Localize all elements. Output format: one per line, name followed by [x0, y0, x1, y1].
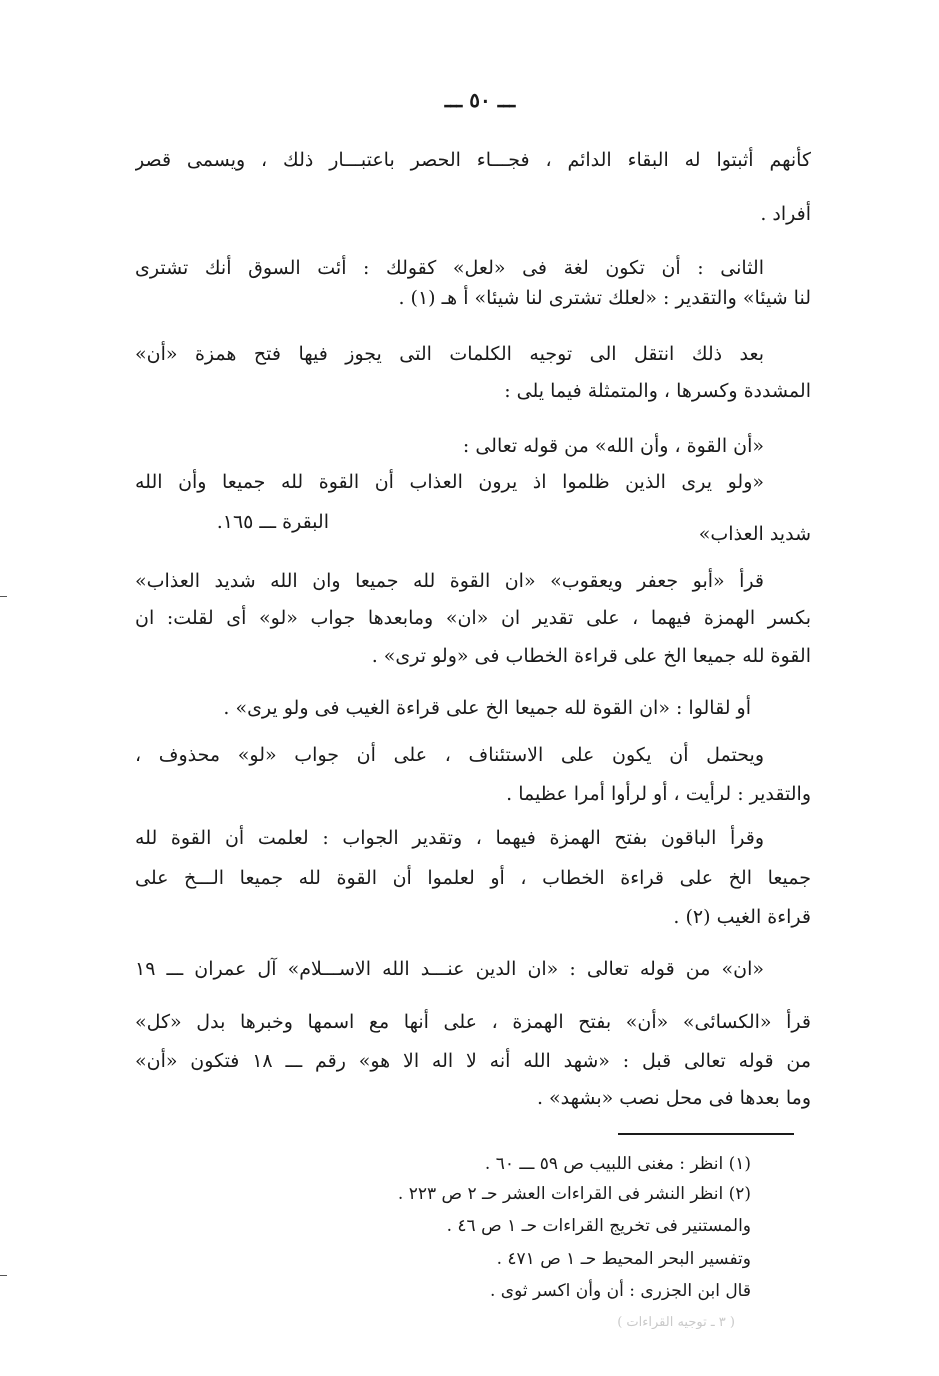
text-line: القوة لله جميعا الخ على قراءة الخطاب فى «ولو ترى» . — [371, 645, 811, 667]
text-line: بكسر الهمزة فيهما ، على تقدير ان «ان» ومابعدها جواب «لو» أى لقلت: ان — [135, 607, 811, 629]
footnote: وتفسير البحر المحيط حـ ١ ص ٤٧١ . — [496, 1249, 751, 1269]
text-line: قرأ «أبو جعفر ويعقوب» «ان القوة لله جميعا وان الله شديد العذاب» — [135, 570, 764, 592]
text-line: لنا شيئا» والتقدير : «لعلك تشترى لنا شيئا» أ هـ (١) . — [398, 287, 811, 309]
text-line: المشددة وكسرها ، والمتمثلة فيما يلى : — [504, 380, 811, 402]
footnote: (١) انظر : مغنى اللبيب ص ٥٩ ـــ ٦٠ . — [484, 1154, 751, 1174]
verse-reference: البقرة ـــ ١٦٥. — [216, 511, 329, 533]
text-line: الثانى : أن تكون لغة فى «لعل» كقولك : أئت السوق أنك تشترى — [135, 257, 764, 279]
page-number: ـــ ٥٠ ـــ — [444, 88, 516, 112]
text-line: بعد ذلك انتقل الى توجيه الكلمات التى يجوز فيها فتح همزة «أن» — [135, 343, 764, 365]
text-line: «ولو يرى الذين ظلموا اذ يرون العذاب أن القوة لله جميعا وأن الله — [135, 471, 764, 493]
text-line: «ان» من قوله تعالى : «ان الدين عنـــد الله الاســـلام» آل عمران ـــ ١٩ — [135, 958, 764, 980]
footnote: والمستنير فى تخريج القراءات حـ ١ ص ٤٦ . — [446, 1216, 751, 1236]
text-line: جميعا الخ على قراءة الخطاب ، أو لعلموا أن القوة لله جميعا الـــخ على — [135, 867, 811, 889]
text-line: أو لقالوا : «ان القوة لله جميعا الخ على قراءة الغيب فى ولو يرى» . — [223, 697, 751, 719]
text-line: كأنهم أثبتوا له البقاء الدائم ، فجـــاء الحصر باعتبـــار ذلك ، ويسمى قصر — [135, 149, 811, 171]
text-line: من قوله تعالى قبل : «شهد الله أنه لا اله الا هو» رقم ـــ ١٨ فتكون «أن» — [135, 1050, 811, 1072]
text-line: ويحتمل أن يكون على الاستئناف ، على أن جواب «لو» محذوف ، — [135, 744, 764, 766]
scan-edge-mark — [0, 1275, 7, 1276]
text-line: شديد العذاب» — [698, 523, 811, 545]
text-line: «أن القوة ، وأن الله» من قوله تعالى : — [462, 435, 764, 457]
text-line: وما بعدها فى محل نصب «بشهد» . — [536, 1087, 811, 1109]
text-line: قراءة الغيب (٢) . — [673, 906, 811, 928]
text-line: والتقدير : لرأيت ، أو لرأوا أمرا عظيما . — [506, 783, 811, 805]
footnote: قال ابن الجزرى : أن وأن اكسر ثوى . — [490, 1281, 751, 1301]
text-line: قرأ «الكسائى» «أن» بفتح الهمزة ، على أنها مع اسمها وخبرها بدل «كل» — [135, 1011, 811, 1033]
text-line: أفراد . — [760, 203, 811, 225]
text-line: وقرأ الباقون بفتح الهمزة فيهما ، وتقدير الجواب : لعلمت أن القوة لله — [135, 827, 764, 849]
footnote-separator — [618, 1133, 794, 1135]
scan-edge-mark — [0, 596, 7, 597]
footnote: (٢) انظر النشر فى القراءات العشر حـ ٢ ص ٢٢٣ . — [397, 1184, 751, 1204]
faded-footer-text: ( ٣ ـ توجيه القراءات ) — [617, 1315, 735, 1329]
